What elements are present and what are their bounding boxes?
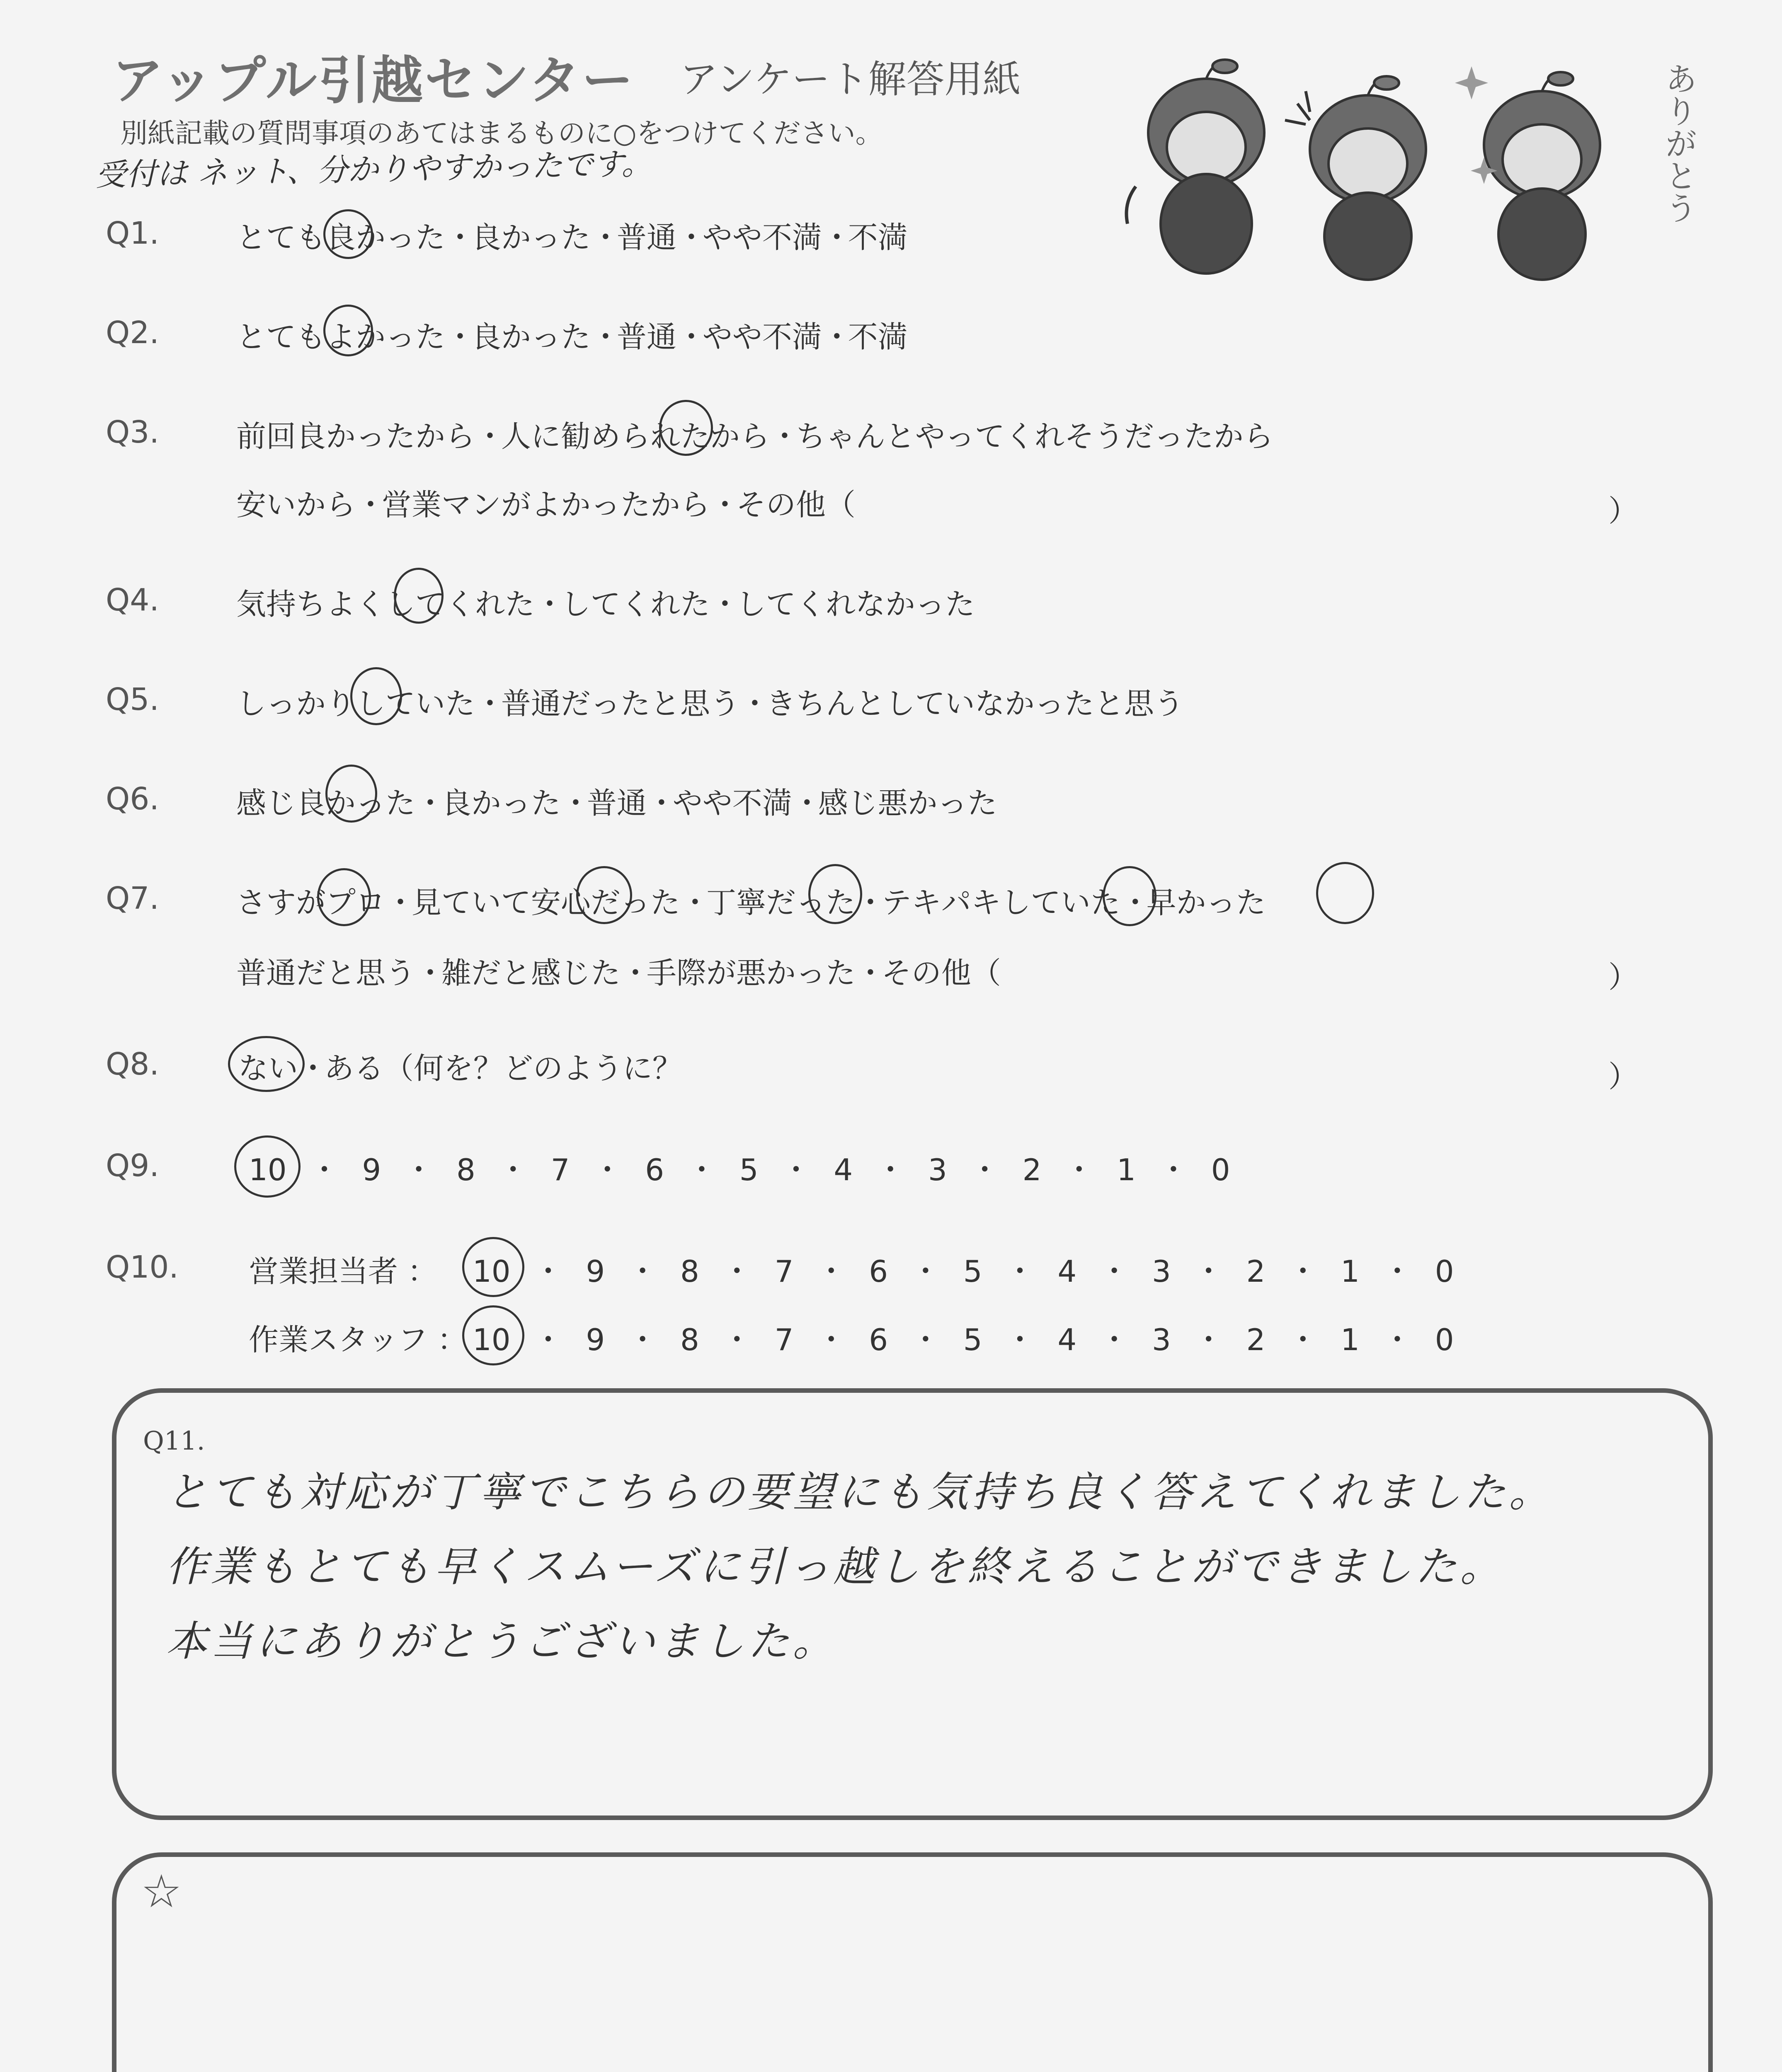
close-paren: ）	[1608, 960, 1639, 995]
score-option[interactable]: 0	[1211, 1152, 1230, 1187]
option[interactable]: しっかりしていた	[236, 686, 475, 721]
score-option[interactable]: 1	[1341, 1254, 1360, 1289]
question-number: Q3.	[106, 414, 159, 450]
instruction-text: 別紙記載の質問事項のあてはまるものに○をつけてください。	[120, 117, 883, 149]
option[interactable]: 早かった	[1146, 885, 1266, 920]
question-options: ない・ ある（何を？どのように？	[238, 1051, 682, 1086]
rating-label: 作業スタッフ	[249, 1322, 428, 1357]
option[interactable]: 気持ちよくしてくれた	[236, 587, 535, 622]
mascot-illustration	[1119, 50, 1654, 282]
q11-comment-box[interactable]	[112, 1388, 1713, 1820]
answer-circle	[394, 568, 444, 624]
score-option[interactable]: 2	[1246, 1322, 1266, 1357]
question-options: 前回良かったから・ 人に勧められたから・ ちゃんとやってくれそうだったから	[236, 419, 1273, 454]
score-option[interactable]: 2	[1022, 1152, 1042, 1187]
score-option[interactable]: 5	[963, 1322, 982, 1357]
option[interactable]: とてもよかった	[236, 320, 446, 354]
answer-circle	[462, 1305, 524, 1365]
rating-row-sales	[249, 1247, 437, 1290]
question-options: 安いから・ 営業マンがよかったから・ その他（	[236, 487, 856, 522]
monkey-mascot-left-icon	[1127, 60, 1265, 274]
monkey-mascot-right-icon	[1484, 72, 1600, 280]
score-option[interactable]: 6	[645, 1152, 664, 1187]
star-icon: ☆	[141, 1865, 182, 1918]
score-option[interactable]: 5	[739, 1152, 759, 1187]
score-option[interactable]: 9	[586, 1254, 605, 1289]
question-options: とても良かった・ 良かった・ 普通・ やや不満・ 不満	[236, 220, 908, 255]
question-options: 気持ちよくしてくれた・ してくれた・ してくれなかった	[236, 587, 975, 622]
option[interactable]: その他（	[881, 956, 1001, 990]
option[interactable]: やや不満	[702, 220, 822, 255]
thanks-text: ありがとう	[1660, 62, 1697, 224]
option[interactable]: 感じ良かった	[236, 786, 416, 821]
question-number: Q10.	[106, 1249, 179, 1285]
score-option[interactable]: 8	[456, 1152, 475, 1187]
score-scale: 10 ・ 9 ・ 8 ・ 7 ・ 6 ・ 5 ・ 4 ・ 3 ・ 2 ・ 1 ・ 0	[473, 1254, 1454, 1289]
score-option[interactable]: 10	[473, 1322, 511, 1357]
score-option[interactable]: 5	[963, 1254, 982, 1289]
q11-comment-line: 本当にありがとうございました。	[166, 1617, 837, 1665]
close-paren: ）	[1608, 1059, 1639, 1094]
option[interactable]: 普通	[587, 786, 647, 821]
score-option[interactable]: 4	[1057, 1254, 1077, 1289]
score-scale: 10 ・ 9 ・ 8 ・ 7 ・ 6 ・ 5 ・ 4 ・ 3 ・ 2 ・ 1 ・ 0	[249, 1152, 1230, 1187]
close-paren: ）	[1608, 494, 1639, 528]
option[interactable]: 良かった	[471, 220, 591, 255]
question-number: Q4.	[106, 582, 159, 618]
score-option[interactable]: 3	[1152, 1322, 1171, 1357]
score-option[interactable]: 6	[869, 1254, 888, 1289]
score-option[interactable]: 7	[774, 1254, 794, 1289]
question-options: しっかりしていた・ 普通だったと思う・ きちんとしていなかったと思う	[236, 686, 1184, 721]
score-option[interactable]: 3	[1152, 1254, 1171, 1289]
rating-row-staff	[249, 1316, 467, 1359]
option[interactable]: ない	[238, 1051, 298, 1086]
form-subtitle: アンケート解答用紙	[680, 57, 1021, 102]
option[interactable]: やや不満	[672, 786, 792, 821]
option[interactable]: 人に勧められたから	[501, 419, 770, 454]
option[interactable]: 安いから	[236, 487, 356, 522]
option[interactable]: 不満	[848, 320, 908, 354]
question-number: Q5.	[106, 682, 159, 717]
score-option[interactable]: 4	[1057, 1322, 1077, 1357]
option[interactable]: 不満	[848, 220, 908, 255]
option[interactable]: 営業マンがよかったから	[381, 487, 710, 522]
score-option[interactable]: 0	[1435, 1322, 1454, 1357]
answer-circle	[323, 305, 373, 356]
form-title: アップル引越センター	[112, 51, 635, 111]
question-options: 普通だと思う・ 雑だと感じた・ 手際が悪かった・ その他（	[236, 956, 1001, 990]
answer-circle	[228, 1036, 305, 1092]
question-number: Q8.	[106, 1046, 159, 1082]
score-option[interactable]: 9	[586, 1322, 605, 1357]
score-option[interactable]: 10	[249, 1152, 287, 1187]
option[interactable]: その他（	[736, 487, 856, 522]
score-option[interactable]: 4	[834, 1152, 853, 1187]
option[interactable]: さすがプロ	[236, 885, 386, 920]
colon: ：	[407, 1254, 437, 1289]
option[interactable]: 見ていて安心だった	[411, 885, 680, 920]
option[interactable]: ちゃんとやってくれそうだったから	[795, 419, 1273, 454]
answer-circle	[323, 209, 373, 259]
q11-label: Q11.	[143, 1426, 205, 1456]
option[interactable]: してくれなかった	[736, 587, 975, 622]
option[interactable]: 普通	[616, 320, 676, 354]
answer-circle	[350, 667, 402, 725]
answer-circle	[234, 1135, 301, 1198]
score-option[interactable]: 9	[362, 1152, 381, 1187]
answer-circle	[462, 1237, 524, 1297]
star-comment-box[interactable]	[112, 1852, 1713, 2072]
question-number: Q9.	[106, 1148, 159, 1184]
question-options: さすがプロ・ 見ていて安心だった・ 丁寧だった・ テキパキしていた・ 早かった	[236, 885, 1266, 920]
option[interactable]: とても良かった	[236, 220, 446, 255]
monkey-mascot-center-icon	[1285, 76, 1426, 280]
score-option[interactable]: 6	[869, 1322, 888, 1357]
score-option[interactable]: 8	[680, 1254, 699, 1289]
score-option[interactable]: 3	[928, 1152, 947, 1187]
option[interactable]: 感じ悪かった	[818, 786, 997, 821]
option[interactable]: 前回良かったから	[236, 419, 475, 454]
question-options: とてもよかった・ 良かった・ 普通・ やや不満・ 不満	[236, 320, 908, 354]
score-scale: 10 ・ 9 ・ 8 ・ 7 ・ 6 ・ 5 ・ 4 ・ 3 ・ 2 ・ 1 ・ 0	[473, 1322, 1454, 1357]
colon: ：	[437, 1322, 467, 1357]
answer-circle	[659, 400, 713, 456]
answer-circle	[1316, 862, 1374, 924]
score-option[interactable]: 7	[550, 1152, 570, 1187]
q11-comment-line: 作業もとても早くスムーズに引っ越しを終えることができました。	[166, 1542, 1505, 1591]
rating-label: 営業担当者	[249, 1254, 398, 1289]
answer-circle	[1103, 866, 1156, 926]
option[interactable]: 手際が悪かった	[646, 956, 856, 990]
score-option[interactable]: 1	[1341, 1322, 1360, 1357]
question-number: Q6.	[106, 781, 159, 817]
q11-comment-line: とても対応が丁寧でこちらの要望にも気持ち良く答えてくれました。	[166, 1468, 1554, 1516]
score-option[interactable]: 10	[473, 1254, 511, 1289]
option[interactable]: 雑だと感じた	[441, 956, 621, 990]
answer-circle	[576, 866, 632, 924]
score-option[interactable]: 7	[774, 1322, 794, 1357]
score-option[interactable]: 8	[680, 1322, 699, 1357]
score-option[interactable]: 0	[1435, 1254, 1454, 1289]
option[interactable]: やや不満	[702, 320, 822, 354]
question-options: 感じ良かった・ 良かった・ 普通・ やや不満・ 感じ悪かった	[236, 786, 997, 821]
answer-circle	[325, 765, 377, 823]
question-number: Q2.	[106, 315, 159, 351]
option[interactable]: 良かった	[441, 786, 561, 821]
answer-circle	[317, 868, 371, 926]
answer-circle	[808, 864, 862, 924]
score-option[interactable]: 2	[1246, 1254, 1266, 1289]
option[interactable]: きちんとしていなかったと思う	[766, 686, 1184, 721]
option[interactable]: 普通だと思う	[236, 956, 416, 990]
question-number: Q7.	[106, 881, 159, 916]
reception-note: 受付は ネット、分かりやすかったです。	[95, 145, 652, 194]
option[interactable]: 普通だったと思う	[501, 686, 740, 721]
option[interactable]: 丁寧だった	[706, 885, 856, 920]
question-number: Q1.	[106, 215, 159, 251]
option[interactable]: 普通	[616, 220, 676, 255]
option[interactable]: してくれた	[560, 587, 710, 622]
score-option[interactable]: 1	[1117, 1152, 1136, 1187]
option[interactable]: 良かった	[471, 320, 591, 354]
option[interactable]: テキパキしていた	[881, 885, 1120, 920]
option[interactable]: ある（何を？どのように？	[324, 1051, 682, 1086]
